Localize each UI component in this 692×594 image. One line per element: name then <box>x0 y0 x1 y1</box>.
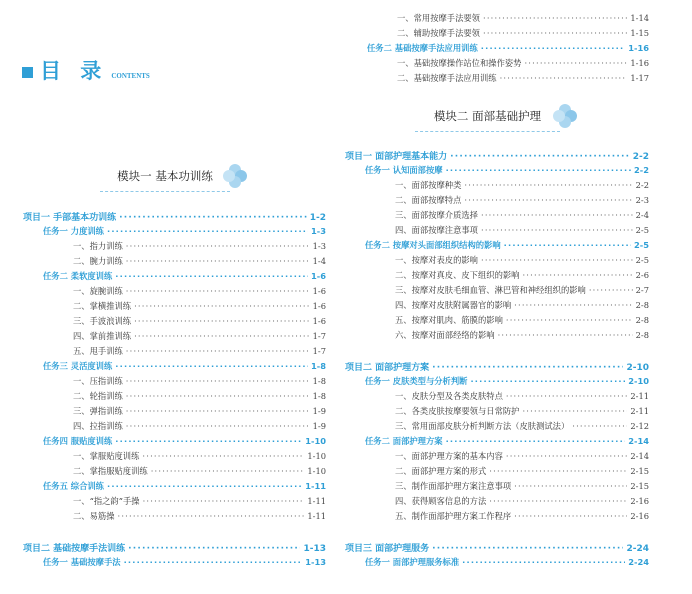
toc-item-entry[interactable] <box>395 224 649 236</box>
toc-entry-title: 任务二 基础按摩手法应用训练 <box>367 43 478 53</box>
toc-item-entry[interactable] <box>73 375 326 387</box>
toc-page-number: 1-8 <box>312 391 326 401</box>
toc-item-entry[interactable] <box>73 420 326 432</box>
toc-dot-leader <box>572 421 627 431</box>
toc-entry-title: 三、制作面部护理方案注意事项 <box>395 481 512 491</box>
toc-dot-leader <box>514 300 632 310</box>
toc-page-number: 2-5 <box>634 240 649 250</box>
toc-dot-leader <box>126 406 310 416</box>
toc-entry-title: 五、甩手训练 <box>73 346 123 356</box>
toc-page-number: 2-8 <box>635 330 649 340</box>
toc-entry-title: 三、常用面部皮肤分析判断方法（皮肤测试法） <box>395 421 570 431</box>
toc-task-entry[interactable] <box>43 225 326 237</box>
toc-item-entry[interactable] <box>395 269 649 281</box>
toc-item-entry[interactable] <box>395 480 649 492</box>
toc-dot-leader <box>506 315 633 325</box>
toc-project-entry[interactable] <box>345 149 649 162</box>
toc-page-number: 2-11 <box>630 391 649 401</box>
toc-item-entry[interactable] <box>73 315 326 327</box>
toc-item-entry[interactable] <box>73 495 326 507</box>
toc-item-entry[interactable] <box>73 300 326 312</box>
toc-item-entry[interactable] <box>395 405 649 417</box>
toc-dot-leader <box>107 481 302 491</box>
toc-entry-title: 二、面部护理方案的形式 <box>395 466 487 476</box>
toc-entry-title: 三、按摩对皮肤毛细血管、淋巴管和神经组织的影响 <box>395 285 586 295</box>
toc-page-number: 2-15 <box>630 466 649 476</box>
toc-task-entry[interactable] <box>365 556 649 568</box>
toc-item-entry[interactable] <box>395 179 649 191</box>
toc-project-entry[interactable] <box>23 210 326 223</box>
toc-page-number: 2-10 <box>626 363 649 373</box>
toc-page-number: 1-15 <box>630 28 649 38</box>
toc-page-number: 1-3 <box>311 226 326 236</box>
toc-dot-leader <box>432 363 623 373</box>
toc-entry-title: 三、手波浪训练 <box>73 316 132 326</box>
toc-task-entry[interactable] <box>43 270 326 282</box>
toc-dot-leader <box>464 180 632 190</box>
toc-entry-title: 项目三 面部护理服务 <box>345 544 430 554</box>
toc-item-entry[interactable] <box>395 450 649 462</box>
toc-dot-leader <box>126 256 310 266</box>
toc-item-entry[interactable] <box>397 27 649 39</box>
toc-page-number: 1-7 <box>312 346 326 356</box>
toc-entry-title: 二、各类皮肤按摩要领与日常防护 <box>395 406 520 416</box>
toc-entry-title: 四、拉指训练 <box>73 421 123 431</box>
toc-item-entry[interactable] <box>73 450 326 462</box>
toc-page-number: 2-8 <box>635 300 649 310</box>
toc-entry-title: 二、腕力训练 <box>73 256 123 266</box>
toc-dot-leader <box>464 195 632 205</box>
toc-project-entry[interactable] <box>345 360 649 373</box>
toc-page-number: 2-16 <box>630 496 649 506</box>
toc-project-entry[interactable] <box>23 541 326 554</box>
toc-project-entry[interactable] <box>345 541 649 554</box>
toc-page-number: 1-8 <box>312 376 326 386</box>
toc-entry-title: 二、掌横推训练 <box>73 301 132 311</box>
toc-dot-leader <box>504 240 631 250</box>
module-two-title: 模块二 面部基础护理 <box>433 109 542 123</box>
toc-entry-title: 六、按摩对面部经络的影响 <box>395 330 495 340</box>
toc-entry-title: 三、面部按摩介质选择 <box>395 210 478 220</box>
toc-dot-leader <box>126 391 310 401</box>
toc-dot-leader <box>115 361 308 371</box>
toc-entry-title: 二、按摩对真皮、皮下组织的影响 <box>395 270 520 280</box>
toc-entry-title: 一、指力训练 <box>73 241 123 251</box>
toc-entry-title: 一、掌服贴度训练 <box>73 451 140 461</box>
toc-dot-leader <box>446 436 626 446</box>
toc-page-number: 1-14 <box>630 13 649 23</box>
toc-page-number: 2-24 <box>628 557 649 567</box>
toc-dot-leader <box>124 557 303 567</box>
toc-item-entry[interactable] <box>395 420 649 432</box>
toc-page-number: 2-5 <box>635 225 649 235</box>
toc-entry-title: 四、面部按摩注意事项 <box>395 225 478 235</box>
toc-item-entry[interactable] <box>395 254 649 266</box>
toc-page-number: 2-3 <box>635 195 649 205</box>
toc-item-entry[interactable] <box>73 405 326 417</box>
toc-dot-leader <box>500 73 628 83</box>
toc-entry-title: 任务一 基础按摩手法 <box>43 557 121 567</box>
toc-page-number: 2-5 <box>635 255 649 265</box>
toc-page-number: 1-3 <box>312 241 326 251</box>
toc-page-number: 1-10 <box>307 466 326 476</box>
toc-page-number: 2-11 <box>630 406 649 416</box>
page-title: 目 录 <box>40 58 108 83</box>
toc-dot-leader <box>432 544 623 554</box>
toc-page-number: 1-11 <box>307 496 326 506</box>
toc-task-entry[interactable] <box>365 164 649 176</box>
toc-page-number: 1-16 <box>628 43 649 53</box>
toc-item-entry[interactable] <box>395 465 649 477</box>
toc-dot-leader <box>134 331 310 341</box>
toc-entry-title: 任务一 皮肤类型与分析判断 <box>365 376 468 386</box>
toc-dot-leader <box>151 466 305 476</box>
toc-entry-title: 五、按摩对肌肉、筋膜的影响 <box>395 315 503 325</box>
toc-page-number: 1-11 <box>305 481 326 491</box>
toc-page-number: 1-6 <box>312 286 326 296</box>
toc-entry-title: 任务三 灵活度训练 <box>43 361 113 371</box>
toc-entry-title: 二、轮指训练 <box>73 391 123 401</box>
toc-item-entry[interactable] <box>395 495 649 507</box>
toc-dot-leader <box>450 152 630 162</box>
toc-dot-leader <box>506 451 627 461</box>
toc-dot-leader <box>470 376 625 386</box>
toc-page-number: 2-24 <box>626 544 649 554</box>
toc-task-entry[interactable] <box>43 556 326 568</box>
toc-task-entry[interactable] <box>367 42 649 54</box>
toc-item-entry[interactable] <box>395 510 649 522</box>
toc-item-entry[interactable] <box>395 209 649 221</box>
toc-entry-title: 四、按摩对皮肤附属器官的影响 <box>395 300 512 310</box>
toc-dot-leader <box>126 376 310 386</box>
toc-task-entry[interactable] <box>365 375 649 387</box>
toc-entry-title: 一、皮肤分型及各类皮肤特点 <box>395 391 503 401</box>
toc-entry-title: 任务二 按摩对头面部组织结构的影响 <box>365 240 501 250</box>
toc-page-number: 2-16 <box>630 511 649 521</box>
toc-entry-title: 项目二 基础按摩手法训练 <box>23 544 126 554</box>
toc-item-entry[interactable] <box>395 314 649 326</box>
toc-dot-leader <box>489 466 627 476</box>
toc-page-number: 1-8 <box>311 361 326 371</box>
toc-item-entry[interactable] <box>73 345 326 357</box>
toc-dot-leader <box>481 225 633 235</box>
toc-page-number: 1-9 <box>312 406 326 416</box>
toc-entry-title: 任务一 力度训练 <box>43 226 104 236</box>
toc-item-entry[interactable] <box>395 329 649 341</box>
toc-item-entry[interactable] <box>73 510 326 522</box>
toc-entry-title: 二、易筋操 <box>73 511 115 521</box>
toc-page-number: 2-7 <box>635 285 649 295</box>
toc-dot-leader <box>498 330 633 340</box>
toc-entry-title: 任务二 面部护理方案 <box>365 436 443 446</box>
toc-page-number: 2-2 <box>634 165 649 175</box>
toc-entry-title: 任务五 综合训练 <box>43 481 104 491</box>
toc-entry-title: 一、压指训练 <box>73 376 123 386</box>
toc-item-entry[interactable] <box>397 72 649 84</box>
toc-dot-leader <box>481 210 633 220</box>
toc-page-number: 1-13 <box>303 544 326 554</box>
toc-page-number: 1-6 <box>311 271 326 281</box>
toc-page-number: 1-6 <box>312 316 326 326</box>
toc-entry-title: 二、辅助按摩手法要领 <box>397 28 480 38</box>
toc-dot-leader <box>589 285 633 295</box>
toc-dot-leader <box>143 496 305 506</box>
toc-entry-title: 任务一 认知面部按摩 <box>365 165 443 175</box>
toc-entry-title: 任务一 面部护理服务标准 <box>365 557 460 567</box>
toc-dot-leader <box>134 316 310 326</box>
toc-page-number: 1-6 <box>312 301 326 311</box>
toc-page-number: 1-11 <box>307 511 326 521</box>
toc-dot-leader <box>514 511 627 521</box>
toc-task-entry[interactable] <box>365 239 649 251</box>
toc-item-entry[interactable] <box>73 285 326 297</box>
toc-dot-leader <box>481 43 625 53</box>
toc-dot-leader <box>506 391 627 401</box>
toc-dot-leader <box>119 213 307 223</box>
toc-entry-title: 二、面部按摩特点 <box>395 195 462 205</box>
toc-entry-title: 一、“指之韵”手操 <box>73 496 140 506</box>
toc-page-number: 2-4 <box>635 210 649 220</box>
toc-entry-title: 五、制作面部护理方案工作程序 <box>395 511 512 521</box>
toc-item-entry[interactable] <box>395 390 649 402</box>
toc-dot-leader <box>115 436 302 446</box>
toc-item-entry[interactable] <box>395 299 649 311</box>
toc-entry-title: 三、弹指训练 <box>73 406 123 416</box>
toc-page-number: 1-13 <box>305 557 326 567</box>
toc-page-number: 2-2 <box>632 152 649 162</box>
toc-dot-leader <box>481 255 633 265</box>
toc-entry-title: 一、常用按摩手法要领 <box>397 13 480 23</box>
toc-entry-title: 任务二 柔软度训练 <box>43 271 113 281</box>
toc-item-entry[interactable] <box>397 57 649 69</box>
module-one-title: 模块一 基本功训练 <box>117 169 213 183</box>
toc-dot-leader <box>126 346 310 356</box>
toc-task-entry[interactable] <box>43 435 326 447</box>
page-subtitle: CONTENTS <box>111 72 150 80</box>
toc-page-number: 1-4 <box>312 256 326 266</box>
toc-page-number: 2-6 <box>635 270 649 280</box>
toc-item-entry[interactable] <box>73 255 326 267</box>
toc-page-number: 2-12 <box>630 421 649 431</box>
toc-item-entry[interactable] <box>73 330 326 342</box>
toc-dot-leader <box>134 301 310 311</box>
toc-task-entry[interactable] <box>43 360 326 372</box>
toc-dot-leader <box>514 481 627 491</box>
toc-entry-title: 四、获得顾客信息的方法 <box>395 496 487 506</box>
toc-dot-leader <box>128 544 300 554</box>
toc-entry-title: 项目一 手部基本功训练 <box>23 213 117 223</box>
toc-dot-leader <box>489 496 627 506</box>
toc-dot-leader <box>126 421 310 431</box>
toc-item-entry[interactable] <box>73 390 326 402</box>
toc-entry-title: 一、按摩对表皮的影响 <box>395 255 478 265</box>
toc-dot-leader <box>483 13 627 23</box>
toc-item-entry[interactable] <box>73 465 326 477</box>
toc-item-entry[interactable] <box>395 284 649 296</box>
toc-page-number: 1-2 <box>309 213 326 223</box>
toc-page-number: 1-9 <box>312 421 326 431</box>
toc-page-number: 2-2 <box>635 180 649 190</box>
toc-page-number: 1-16 <box>630 58 649 68</box>
toc-page-number: 1-10 <box>307 451 326 461</box>
toc-page-number: 1-17 <box>630 73 649 83</box>
toc-item-entry[interactable] <box>397 12 649 24</box>
toc-entry-title: 一、基础按摩操作站位和操作姿势 <box>397 58 522 68</box>
toc-page-number: 2-8 <box>635 315 649 325</box>
toc-entry-title: 二、基础按摩手法应用训练 <box>397 73 497 83</box>
toc-entry-title: 四、掌前推训练 <box>73 331 132 341</box>
toc-task-entry[interactable] <box>365 435 649 447</box>
toc-entry-title: 二、掌指服贴度训练 <box>73 466 148 476</box>
toc-dot-leader <box>107 226 308 236</box>
toc-page-number: 2-14 <box>628 436 649 446</box>
toc-dot-leader <box>142 451 304 461</box>
toc-dot-leader <box>126 286 310 296</box>
toc-item-entry[interactable] <box>73 240 326 252</box>
toc-dot-leader <box>446 165 631 175</box>
toc-dot-leader <box>522 270 632 280</box>
toc-entry-title: 一、面部护理方案的基本内容 <box>395 451 503 461</box>
toc-dot-leader <box>483 28 627 38</box>
toc-page-number: 1-10 <box>305 436 326 446</box>
toc-item-entry[interactable] <box>395 194 649 206</box>
toc-entry-title: 任务四 服贴度训练 <box>43 436 113 446</box>
toc-entry-title: 一、面部按摩种类 <box>395 180 462 190</box>
toc-page-number: 1-7 <box>312 331 326 341</box>
toc-entry-title: 项目一 面部护理基本能力 <box>345 152 448 162</box>
toc-entry-title: 项目二 面部护理方案 <box>345 363 430 373</box>
toc-dot-leader <box>118 511 305 521</box>
toc-page-number: 2-10 <box>628 376 649 386</box>
toc-task-entry[interactable] <box>43 480 326 492</box>
toc-entry-title: 一、旋腕训练 <box>73 286 123 296</box>
toc-dot-leader <box>115 271 308 281</box>
toc-page-number: 2-15 <box>630 481 649 491</box>
toc-dot-leader <box>462 557 625 567</box>
toc-dot-leader <box>126 241 310 251</box>
toc-dot-leader <box>524 58 627 68</box>
toc-page-number: 2-14 <box>630 451 649 461</box>
toc-dot-leader <box>522 406 627 416</box>
